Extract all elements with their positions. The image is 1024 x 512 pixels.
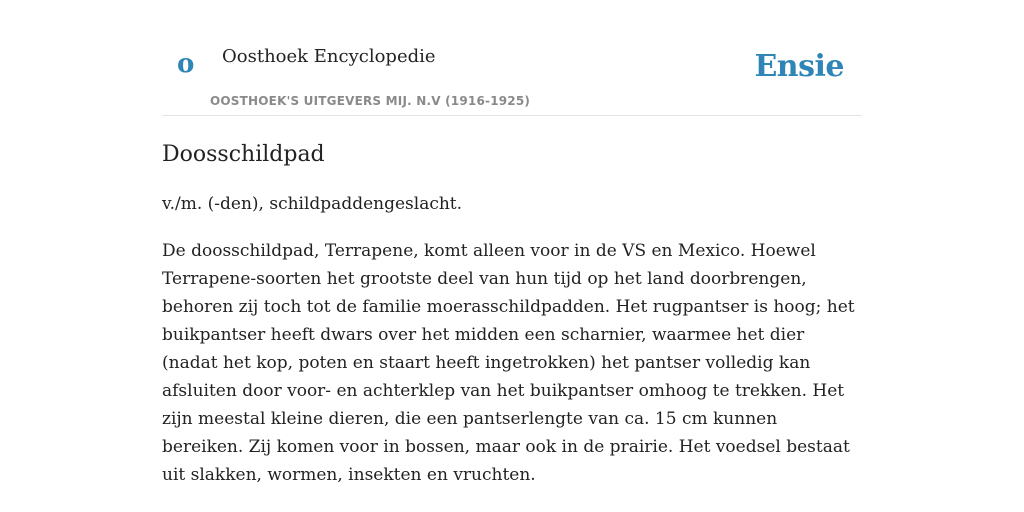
entry-body: De doosschildpad, Terrapene, komt alleen voor in de VS en Mexico. Hoewel Terrapene-soorten het grootste deel van hun tijd op het land doorbrengen, behoren zij toch tot de familie moerasschildpadden. Het rugpantser is hoog; het buikpantser heeft dwars over het midden een scharnier, waarmee het dier (nadat het kop, poten en staart heeft ingetrokken) het pantser volledig kan afsluiten door voor- en achterklep van het buikpantser omhoog te trekken. Het zijn meestal kleine dieren, die een pantserlengte van ca. 15 cm kunnen bereiken. Zij komen voor in bossen, maar ook in de prairie. Het voedsel bestaat uit slakken, wormen, insekten en vruchten. — [162, 241, 855, 486]
entry-title: Doosschildpad — [162, 142, 325, 167]
source-title[interactable]: Oosthoek Encyclopedie — [222, 46, 436, 67]
page — [162, 0, 862, 489]
entry-definition: v./m. (-den), schildpaddengeslacht. — [162, 194, 463, 215]
source-logo[interactable]: o — [177, 49, 195, 79]
source-subtitle: OOSTHOEK'S UITGEVERS MIJ. N.V (1916-1925) — [210, 94, 531, 108]
ensie-logo-link[interactable]: Ensie — [754, 49, 844, 84]
source-header — [162, 0, 862, 116]
